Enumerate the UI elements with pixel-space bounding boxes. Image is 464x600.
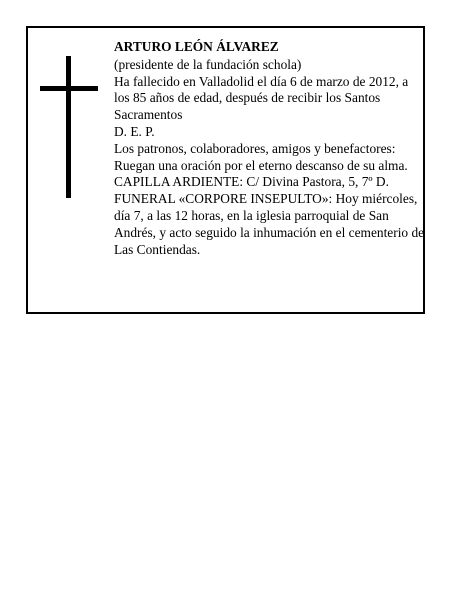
deceased-role: (presidente de la fundación schola) [114,56,302,72]
death-announcement: Ha fallecido en Valladolid el día 6 de marzo de 2012, a los 85 años de edad, después de recibir los Santos Sacramentos [114,73,409,123]
dep-abbreviation: D. E. P. [114,123,155,139]
prayer-request: Los patronos, colaboradores, amigos y benefactores: Ruegan una oración por el eterno descanso de su alma. [114,140,408,173]
obituary-notice-box [26,26,425,314]
funeral-info: FUNERAL «CORPORE INSEPULTO»: Hoy miércoles, día 7, a las 12 horas, en la iglesia parroquial de San Andrés, y acto seguido la inhumación en el cementerio de Las Contiendas. [114,191,425,257]
latin-cross-icon [40,56,98,198]
obituary-text [114,39,426,258]
cross-horizontal-bar [40,86,98,91]
capilla-ardiente-info: CAPILLA ARDIENTE: C/ Divina Pastora, 5, 7º D. [114,174,389,190]
deceased-name: ARTURO LEÓN ÁLVAREZ [114,39,279,54]
cross-vertical-bar [66,56,71,198]
